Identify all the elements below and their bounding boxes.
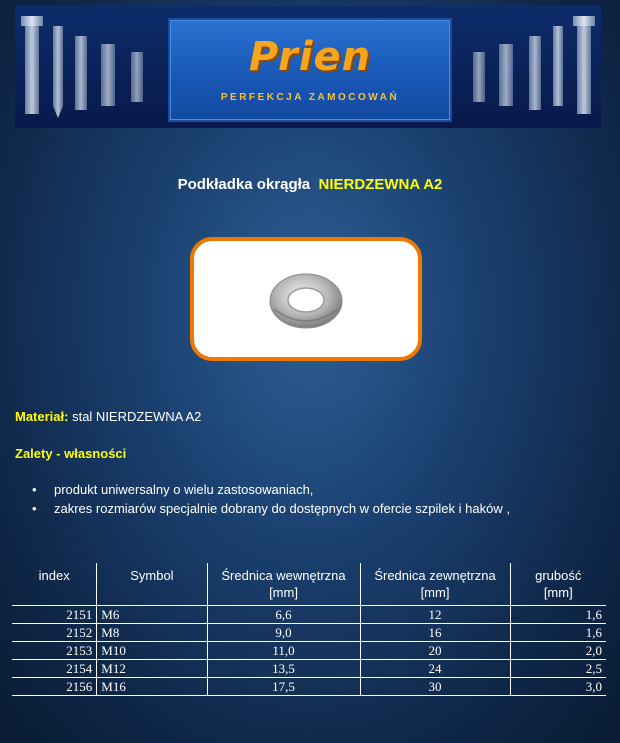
header-thickness: grubość [mm] bbox=[510, 563, 606, 606]
anchor-bolts-left-icon bbox=[15, 6, 165, 128]
product-photo-frame bbox=[190, 237, 422, 361]
table-header-row bbox=[12, 563, 606, 606]
cell-symbol: M16 bbox=[97, 678, 207, 696]
cell-index: 2156 bbox=[12, 678, 97, 696]
bullet-icon: • bbox=[32, 482, 37, 497]
cell-inner-diameter: 9,0 bbox=[207, 624, 360, 642]
list-item: • produkt uniwersalny o wielu zastosowaniach, bbox=[32, 482, 314, 497]
header-inner-diameter: Średnica wewnętrzna [mm] bbox=[207, 563, 360, 606]
table-row bbox=[12, 660, 606, 678]
washer-icon bbox=[194, 241, 418, 357]
cell-thickness: 3,0 bbox=[510, 678, 606, 696]
page-title bbox=[0, 176, 620, 193]
header-symbol: Symbol bbox=[97, 563, 207, 606]
bullet-icon: • bbox=[32, 501, 37, 516]
cell-thickness: 1,6 bbox=[510, 606, 606, 624]
brand-tagline: PERFEKCJA ZAMOCOWAŃ bbox=[220, 92, 400, 103]
spec-table bbox=[12, 563, 606, 696]
brand-name: Prien bbox=[248, 34, 372, 80]
cell-index: 2151 bbox=[12, 606, 97, 624]
cell-thickness: 2,5 bbox=[510, 660, 606, 678]
cell-inner-diameter: 6,6 bbox=[207, 606, 360, 624]
cell-thickness: 2,0 bbox=[510, 642, 606, 660]
cell-outer-diameter: 24 bbox=[360, 660, 510, 678]
header-outer-diameter: Średnica zewnętrzna [mm] bbox=[360, 563, 510, 606]
material-value: stal NIERDZEWNA A2 bbox=[72, 409, 202, 424]
anchor-bolts-right-icon bbox=[451, 6, 601, 128]
cell-outer-diameter: 12 bbox=[360, 606, 510, 624]
cell-outer-diameter: 30 bbox=[360, 678, 510, 696]
cell-outer-diameter: 20 bbox=[360, 642, 510, 660]
title-accent: NIERDZEWNA A2 bbox=[318, 176, 443, 193]
cell-symbol: M12 bbox=[97, 660, 207, 678]
cell-inner-diameter: 11,0 bbox=[207, 642, 360, 660]
title-prefix: Podkładka okrągła bbox=[177, 176, 311, 193]
advantages-list bbox=[32, 480, 510, 518]
cell-symbol: M6 bbox=[97, 606, 207, 624]
list-item: • zakres rozmiarów specjalnie dobrany do dostępnych w ofercie szpilek i haków , bbox=[32, 501, 510, 516]
cell-outer-diameter: 16 bbox=[360, 624, 510, 642]
table-row bbox=[12, 606, 606, 624]
table-row bbox=[12, 624, 606, 642]
table-row bbox=[12, 642, 606, 660]
cell-index: 2152 bbox=[12, 624, 97, 642]
cell-thickness: 1,6 bbox=[510, 624, 606, 642]
cell-symbol: M8 bbox=[97, 624, 207, 642]
brand-logo bbox=[168, 18, 452, 122]
material-line bbox=[15, 409, 201, 424]
cell-symbol: M10 bbox=[97, 642, 207, 660]
material-label: Materiał: bbox=[15, 409, 69, 424]
cell-index: 2153 bbox=[12, 642, 97, 660]
table-row bbox=[12, 678, 606, 696]
cell-inner-diameter: 17,5 bbox=[207, 678, 360, 696]
advantages-heading: Zalety - własności bbox=[15, 446, 127, 461]
cell-inner-diameter: 13,5 bbox=[207, 660, 360, 678]
cell-index: 2154 bbox=[12, 660, 97, 678]
header-banner bbox=[15, 6, 601, 128]
header-index: index bbox=[38, 568, 70, 583]
